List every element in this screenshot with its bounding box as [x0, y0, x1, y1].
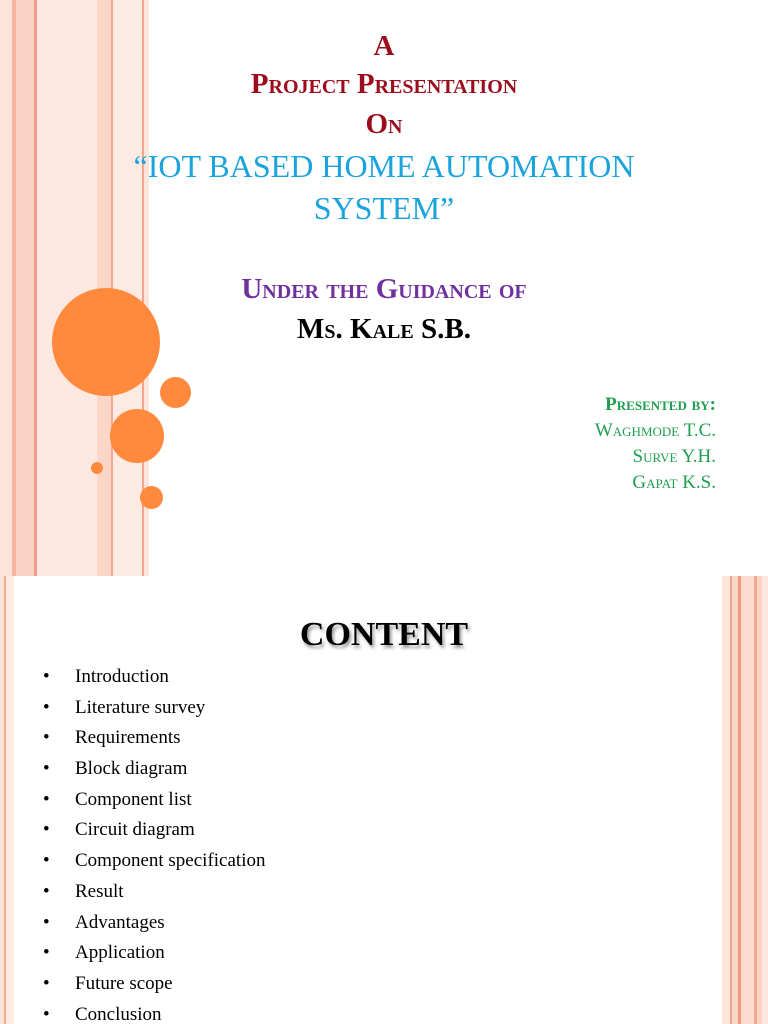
list-item: • Future scope: [40, 969, 265, 1000]
decor-circle: [140, 486, 163, 509]
list-item: • Advantages: [40, 908, 265, 939]
title-line-on: On: [365, 108, 403, 140]
content-heading: CONTENT: [299, 616, 469, 653]
list-item: • Result: [40, 877, 265, 908]
list-item: • Requirements: [40, 723, 265, 754]
decor-circle: [91, 462, 103, 474]
presented-by-label: Presented by:: [605, 394, 716, 415]
project-title-line2: SYSTEM”: [313, 190, 455, 226]
presenter-name: Waghmode T.C.: [594, 420, 716, 441]
guide-name: Ms. Kale S.B.: [297, 313, 471, 345]
list-item: • Conclusion: [40, 1000, 265, 1024]
decor-circle: [110, 409, 164, 463]
list-item: • Literature survey: [40, 693, 265, 724]
presenter-name: Surve Y.H.: [632, 446, 716, 467]
list-item: • Component list: [40, 785, 265, 816]
title-line-project: Project Presentation: [250, 68, 518, 100]
decor-circle: [160, 377, 191, 408]
list-item: • Component specification: [40, 846, 265, 877]
presenters-block: [595, 392, 716, 496]
project-title-line1: “IOT BASED HOME AUTOMATION: [133, 148, 635, 184]
content-slide: [0, 576, 768, 1024]
list-item: • Application: [40, 938, 265, 969]
title-line-a: A: [373, 30, 395, 62]
presenter-name: Gapat K.S.: [632, 472, 716, 493]
list-item: • Introduction: [40, 662, 265, 693]
guidance-label: Under the Guidance of: [241, 273, 527, 305]
list-item: • Block diagram: [40, 754, 265, 785]
content-list: [40, 662, 265, 1024]
list-item: • Circuit diagram: [40, 815, 265, 846]
